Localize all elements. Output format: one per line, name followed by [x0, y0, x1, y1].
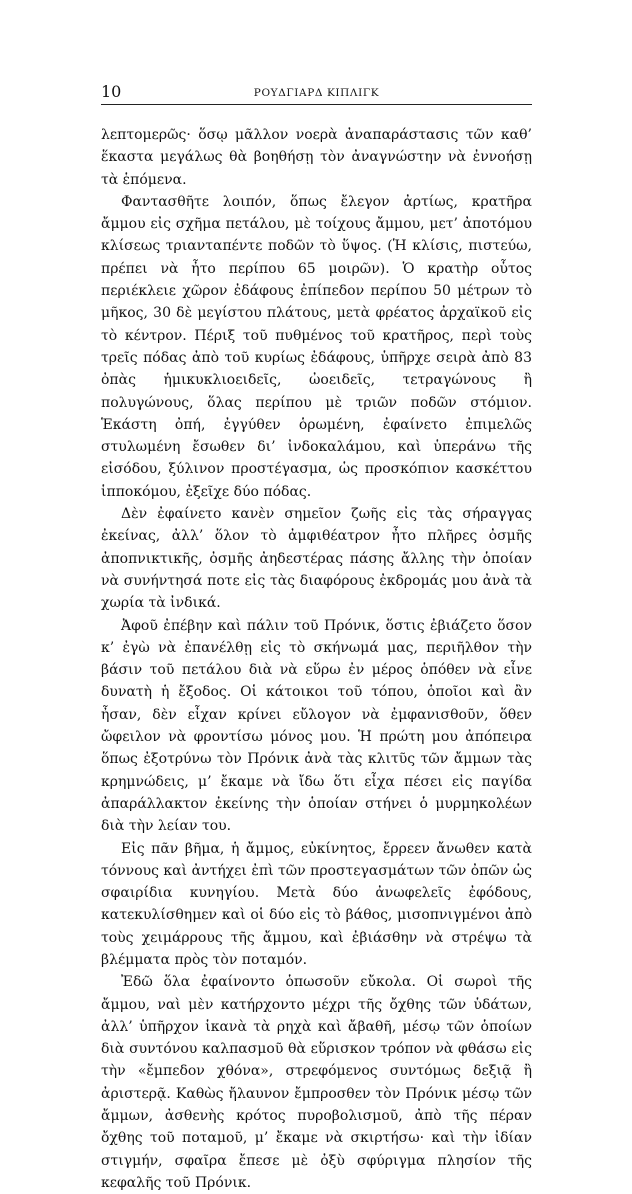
running-head — [101, 82, 532, 104]
body-text — [101, 124, 532, 1194]
paragraph: λεπτομερῶς· ὅσῳ μᾶλλον νοερὰ ἀναπαράστασις τῶν καθ’ ἕκαστα μεγάλως θὰ βοηθήσῃ τὸν ἀναγνώστην νὰ ἐννοήσῃ τὰ ἑπόμενα. — [101, 127, 532, 188]
paragraph: Ἀφοῦ ἐπέβην καὶ πάλιν τοῦ Πρόνικ, ὅστις ἐβιάζετο ὅσον κ’ ἐγὼ νὰ ἐπανέλθῃ εἰς τὸ σκήνωμά μας, περιῆλθον τὴν βάσιν τοῦ πετάλου διὰ νὰ εὕρω ἐν μέρος ὁπόθεν νὰ εἶνε δυνατὴ ἡ ἔξοδος. Οἱ κάτοικοι τοῦ τόπου, ὁποῖοι καὶ ἂν ἦσαν, δὲν εἶχαν κρίνει εὔλογον νὰ ἐμφανισθοῦν, ὅθεν ὤφειλον νὰ φροντίσω μόνος μου. Ἡ πρώτη μου ἀπόπειρα ὅπως ἐξοτρύνω τὸν Πρόνικ ἀνὰ τὰς κλιτῦς τῶν ἄμμων τὰς κρημνώδεις, μ’ ἔκαμε νὰ ἴδω ὅτι εἶχα πέσει εἰς παγίδα ἀπαράλλακτον ἐκείνης τὴν ὁποίαν στήνει ὁ μυρμηκολέων διὰ τὴν λείαν του. — [101, 617, 532, 835]
paragraph: Δὲν ἐφαίνετο κανὲν σημεῖον ζωῆς εἰς τὰς σήραγγας ἐκείνας, ἀλλ’ ὅλον τὸ ἀμφιθέατρον ἦτο πλῆρες ὀσμῆς ἀποπνικτικῆς, ὀσμῆς ἀηδεστέρας πάσης ἄλλης τὴν ὁποίαν νὰ συνήντησά ποτε εἰς τὰς διαφόρους ἐκδρομάς μου ἀνὰ τὰ χωρία τὰ ἰνδικά. — [101, 506, 532, 612]
paragraph: Ἐδῶ ὅλα ἐφαίνοντο ὁπωσοῦν εὔκολα. Οἱ σωροὶ τῆς ἄμμου, ναὶ μὲν κατήρχοντο μέχρι τῆς ὄχθης τῶν ὑδάτων, ἀλλ’ ὑπῆρχον ἱκανὰ τὰ ρηχὰ καὶ ἄβαθῆ, μέσῳ τῶν ὁποίων διὰ συντόνου καλπασμοῦ θὰ εὕρισκον τρόπον νὰ φθάσω εἰς τὴν «ἔμπεδον χθόνα», στρεφόμενος συντόμως δεξιᾷ ἢ ἀριστερᾷ. Καθὼς ἤλαυνον ἔμπροσθεν τὸν Πρόνικ μέσῳ τῶν ἄμμων, ἀσθενὴς κρότος πυροβολισμοῦ, ἀπὸ τῆς πέραν ὄχθης τοῦ ποταμοῦ, μ’ ἔκαμε νὰ σκιρτήσω· καὶ τὴν ἰδίαν στιγμήν, σφαῖρα ἔπεσε μὲ ὀξὺ σφύριγμα πλησίον τῆς κεφαλῆς τοῦ Πρόνικ. — [101, 974, 532, 1191]
paragraph: Εἰς πᾶν βῆμα, ἡ ἄμμος, εὐκίνητος, ἔρρεεν ἄνωθεν κατὰ τόννους καὶ ἀντήχει ἐπὶ τῶν προστεγασμάτων τῶν ὀπῶν ὡς σφαιρίδια κυνηγίου. Μετὰ δύο ἀνωφελεῖς ἐφόδους, κατεκυλίσθημεν καὶ οἱ δύο εἰς τὸ βάθος, μισοπνιγμένοι ἀπὸ τοὺς χειμάρρους τῆς ἄμμου, καὶ ἐβιάσθην νὰ στρέψω τὰ βλέμματα πρὸς τὸν ποταμόν. — [101, 840, 532, 968]
page-number: 10 — [101, 82, 122, 101]
paragraph: Φαντασθῆτε λοιπόν, ὅπως ἔλεγον ἀρτίως, κρατῆρα ἄμμου εἰς σχῆμα πετάλου, μὲ τοίχους ἄμμου, μετ’ ἀποτόμου κλίσεως τριανταπέντε ποδῶν τὸ ὕψος. (Ἡ κλίσις, πιστεύω, πρέπει νὰ ἦτο περίπου 65 μοιρῶν). Ὁ κρατὴρ οὗτος περιέκλειε χῶρον ἐδάφους ἐπίπεδον περίπου 50 μέτρων τὸ μῆκος, 30 δὲ μεγίστου πλάτους, μετὰ φρέατος ἀρχαϊκοῦ εἰς τὸ κέντρον. Πέριξ τοῦ πυθμένος τοῦ κρατῆρος, περὶ τοὺς τρεῖς πόδας ἀπὸ τοῦ κυρίως ἐδάφους, ὑπῆρχε σειρὰ ἀπὸ 83 ὀπὰς ἡμικυκλιοειδεῖς, ὠοειδεῖς, τετραγώνους ἢ πολυγώνους, ὅλας περίπου μὲ τριῶν ποδῶν στόμιον. Ἑκάστη ὀπή, ἐγγύθεν ὁρωμένη, ἐφαίνετο ἐπιμελῶς στυλωμένη ἔσωθεν δι’ ἰνδοκαλάμου, καὶ ὑπεράνω τῆς εἰσόδου, ξύλινον προστέγασμα, ὡς προσκόπιον κασκέττου ἱπποκόμου, ἐξεῖχε δύο πόδας. — [101, 193, 532, 500]
running-title: ΡΟΥΔΓΙΑΡΔ ΚΙΠΛΙΓΚ — [253, 87, 380, 99]
header-rule — [101, 104, 532, 105]
